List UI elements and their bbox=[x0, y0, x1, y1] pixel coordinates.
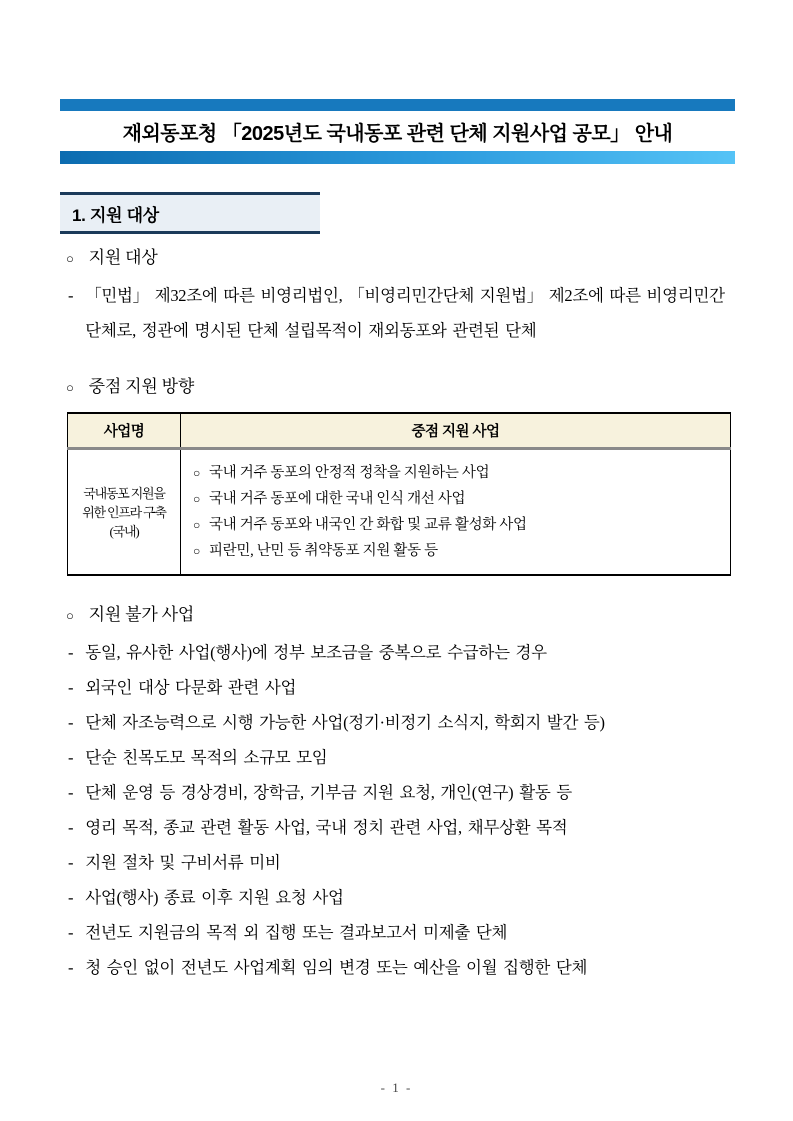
dash-marker: - bbox=[68, 888, 74, 907]
dash-marker: - bbox=[68, 643, 74, 662]
page-number: - 1 - bbox=[380, 1080, 413, 1095]
dash-marker: - bbox=[68, 923, 74, 942]
banned-item bbox=[68, 775, 738, 810]
table-header-project-name: 사업명 bbox=[68, 413, 181, 449]
support-target-heading bbox=[66, 243, 738, 268]
banned-item bbox=[68, 670, 738, 705]
focus-item bbox=[193, 512, 720, 538]
banned-item-text: 동일, 유사한 사업(행사)에 정부 보조금을 중복으로 수급하는 경우 bbox=[85, 643, 547, 662]
banner-top-bar bbox=[60, 99, 735, 111]
dash-marker: - bbox=[68, 818, 74, 837]
dash-marker: - bbox=[68, 748, 74, 767]
circle-bullet-icon: ○ bbox=[193, 518, 200, 532]
banned-item-text: 영리 목적, 종교 관련 활동 사업, 국내 정치 관련 사업, 채무상환 목적 bbox=[85, 818, 568, 837]
document-title: 재외동포청 「2025년도 국내동포 관련 단체 지원사업 공모」 안내 bbox=[122, 123, 673, 145]
focus-heading-label: 중점 지원 방향 bbox=[88, 377, 195, 396]
focus-item-text: 피란민, 난민 등 취약동포 지원 활동 등 bbox=[208, 543, 438, 559]
support-target-heading-label: 지원 대상 bbox=[88, 248, 158, 267]
dash-marker: - bbox=[68, 286, 74, 305]
focus-item bbox=[193, 538, 720, 564]
banned-item bbox=[68, 950, 738, 985]
banned-heading-label: 지원 불가 사업 bbox=[88, 605, 195, 624]
circle-bullet-icon: ○ bbox=[193, 466, 200, 480]
banned-item-text: 외국인 대상 다문화 관련 사업 bbox=[85, 678, 297, 697]
banned-list bbox=[60, 635, 738, 985]
project-name-line: 국내동포 지원을 bbox=[83, 485, 165, 501]
focus-item-text: 국내 거주 동포의 안정적 정착을 지원하는 사업 bbox=[208, 465, 490, 481]
banned-item bbox=[68, 915, 738, 950]
banned-item bbox=[68, 705, 738, 740]
dash-marker: - bbox=[68, 783, 74, 802]
table-header-focus-projects: 중점 지원 사업 bbox=[181, 413, 731, 449]
banned-item-text: 사업(행사) 종료 이후 지원 요청 사업 bbox=[85, 888, 344, 907]
table-row bbox=[68, 449, 731, 576]
focus-item bbox=[193, 460, 720, 486]
support-target-detail-text: 「민법」 제32조에 따른 비영리법인, 「비영리민간단체 지원법」 제2조에 따른 비영리민간단체로, 정관에 명시된 단체 설립목적이 재외동포와 관련된 단체 bbox=[85, 286, 725, 340]
circle-bullet-icon: ○ bbox=[66, 380, 74, 395]
banned-heading bbox=[66, 600, 738, 625]
focus-item bbox=[193, 486, 720, 512]
banned-item-text: 단체 운영 등 경상경비, 장학금, 기부금 지원 요청, 개인(연구) 활동 등 bbox=[85, 783, 572, 802]
banned-item-text: 지원 절차 및 구비서류 미비 bbox=[85, 853, 281, 872]
project-name-line: (국내) bbox=[109, 523, 139, 539]
dash-marker: - bbox=[68, 958, 74, 977]
banned-item-text: 전년도 지원금의 목적 외 집행 또는 결과보고서 미제출 단체 bbox=[85, 923, 508, 942]
banned-item bbox=[68, 810, 738, 845]
banned-item-text: 청 승인 없이 전년도 사업계획 임의 변경 또는 예산을 이월 집행한 단체 bbox=[85, 958, 588, 977]
title-banner bbox=[60, 99, 735, 164]
project-name-cell bbox=[68, 449, 181, 576]
dash-marker: - bbox=[68, 853, 74, 872]
banned-item bbox=[68, 740, 738, 775]
focus-item-text: 국내 거주 동포와 내국인 간 화합 및 교류 활성화 사업 bbox=[208, 517, 527, 533]
banned-item-text: 단체 자조능력으로 시행 가능한 사업(정기·비정기 소식지, 학회지 발간 등) bbox=[85, 713, 605, 732]
table-header-row bbox=[68, 413, 731, 449]
circle-bullet-icon: ○ bbox=[66, 608, 74, 623]
banned-item bbox=[68, 880, 738, 915]
project-name-line: 위한 인프라 구축 bbox=[82, 504, 166, 520]
document-body bbox=[60, 243, 738, 985]
section-heading: 1. 지원 대상 bbox=[60, 192, 320, 234]
circle-bullet-icon: ○ bbox=[193, 544, 200, 558]
focus-support-table bbox=[67, 412, 731, 576]
banned-item bbox=[68, 635, 738, 670]
circle-bullet-icon: ○ bbox=[193, 492, 200, 506]
focus-items-cell bbox=[181, 449, 731, 576]
focus-heading bbox=[66, 372, 738, 397]
circle-bullet-icon: ○ bbox=[66, 251, 74, 266]
dash-marker: - bbox=[68, 678, 74, 697]
dash-marker: - bbox=[68, 713, 74, 732]
banned-item bbox=[68, 845, 738, 880]
banned-item-text: 단순 친목도모 목적의 소규모 모임 bbox=[85, 748, 328, 767]
support-target-detail bbox=[68, 278, 738, 348]
banner-bottom-bar bbox=[60, 151, 735, 164]
focus-item-text: 국내 거주 동포에 대한 국내 인식 개선 사업 bbox=[208, 491, 466, 507]
